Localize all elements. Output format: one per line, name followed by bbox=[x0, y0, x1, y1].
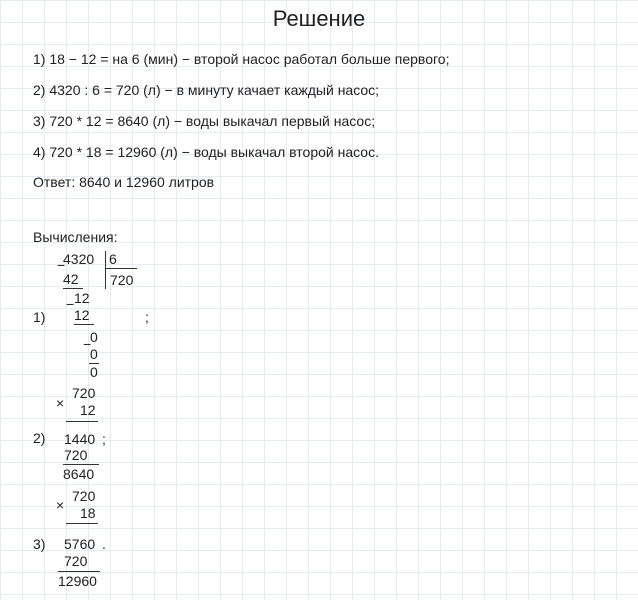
mult1-a: 720 bbox=[72, 385, 96, 401]
mult1-line-1 bbox=[66, 421, 98, 422]
division-minus-1: − bbox=[57, 257, 66, 273]
mult1-tail: ; bbox=[102, 431, 106, 447]
mult1-sign: × bbox=[56, 395, 65, 411]
division-rem-2: 0 bbox=[90, 329, 98, 345]
division-divisor: 6 bbox=[109, 251, 117, 267]
division-divisor-line bbox=[105, 268, 137, 269]
division-sub-1: 42 bbox=[63, 271, 79, 287]
step-4: 4) 720 * 18 = 12960 (л) − воды выкачал второй насос. bbox=[33, 144, 379, 160]
mult2-sign: × bbox=[56, 497, 65, 513]
mult1-partial-2: 720 bbox=[64, 447, 88, 463]
page-title: Решение bbox=[272, 6, 366, 31]
division-sub-2-line bbox=[74, 324, 94, 325]
division-rem-3: 0 bbox=[90, 364, 98, 380]
division-vertical-line bbox=[105, 251, 106, 289]
mult2-partial-2: 720 bbox=[64, 553, 88, 569]
mult2-tail: . bbox=[102, 536, 106, 552]
division-sub-1-line bbox=[63, 288, 83, 289]
mult2-label: 3) bbox=[33, 536, 46, 552]
step-3: 3) 720 * 12 = 8640 (л) − воды выкачал первый насос; bbox=[33, 113, 376, 129]
mult2-line-2 bbox=[58, 571, 100, 572]
mult1-line-2 bbox=[63, 464, 99, 465]
mult1-result: 8640 bbox=[63, 466, 95, 482]
mult1-label: 2) bbox=[33, 430, 46, 446]
mult2-line-1 bbox=[66, 523, 98, 524]
division-dividend: 4320 bbox=[63, 251, 95, 267]
mult2-result: 12960 bbox=[58, 573, 97, 589]
division-tail: ; bbox=[145, 309, 149, 325]
division-minus-3: − bbox=[83, 336, 92, 352]
step-2: 2) 4320 : 6 = 720 (л) − в минуту качает каждый насос; bbox=[33, 82, 380, 98]
division-label: 1) bbox=[33, 309, 46, 325]
mult2-b: 18 bbox=[80, 505, 96, 521]
mult1-partial-1: 1440 bbox=[64, 431, 96, 447]
mult2-partial-1: 5760 bbox=[64, 536, 96, 552]
step-1: 1) 18 − 12 = на 6 (мин) − второй насос работал больше первого; bbox=[33, 51, 450, 67]
division-sub-2: 12 bbox=[74, 307, 90, 323]
mult1-b: 12 bbox=[80, 402, 96, 418]
mult2-a: 720 bbox=[72, 488, 96, 504]
division-minus-2: − bbox=[66, 296, 75, 312]
division-quotient: 720 bbox=[110, 272, 134, 288]
division-rem-1: 12 bbox=[74, 290, 90, 306]
answer: Ответ: 8640 и 12960 литров bbox=[33, 174, 215, 190]
division-sub-3: 0 bbox=[90, 346, 98, 362]
calc-heading: Вычисления: bbox=[33, 229, 118, 245]
